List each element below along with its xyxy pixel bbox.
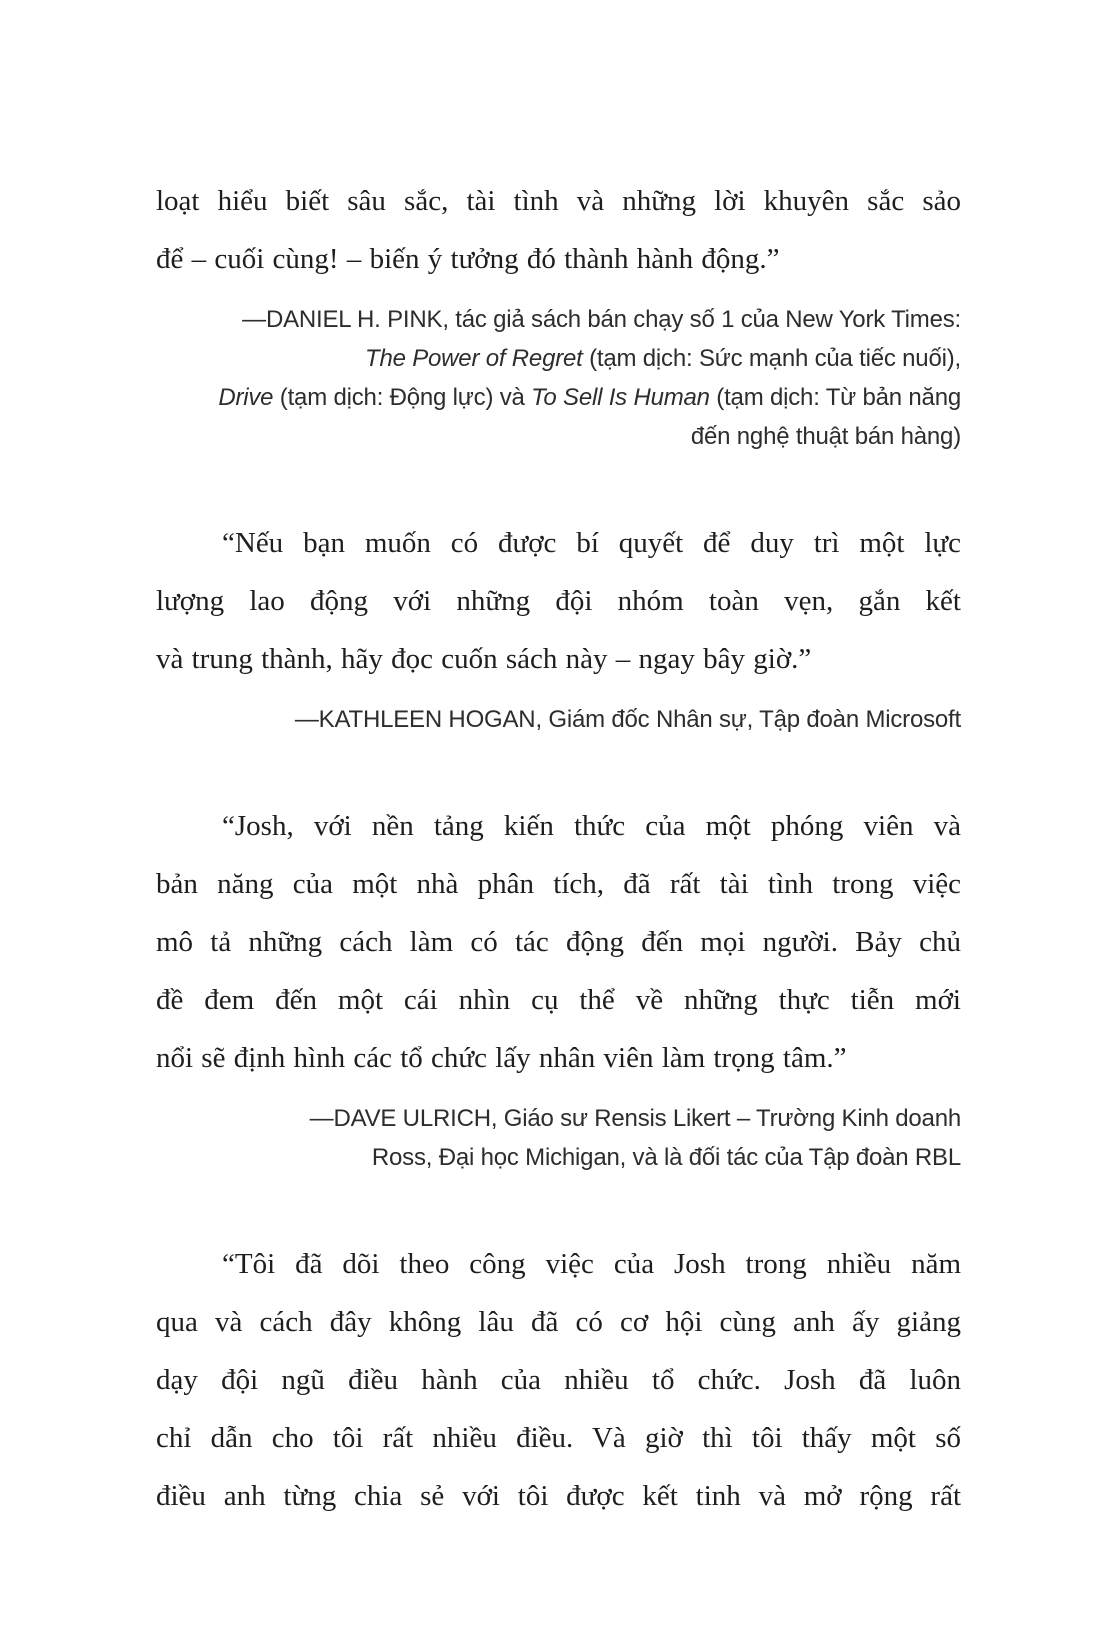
quote-line: chỉ dẫn cho tôi rất nhiều điều. Và giờ thì tôi thấy một số	[156, 1422, 961, 1454]
attribution-line: —KATHLEEN HOGAN, Giám đốc Nhân sự, Tập đoàn Microsoft	[294, 706, 961, 733]
quote-line: để – cuối cùng! – biến ý tưởng đó thành hành động.”	[156, 243, 780, 275]
attribution-kathleen-hogan	[156, 700, 961, 739]
quote-line: “Josh, với nền tảng kiến thức của một phóng viên và	[222, 810, 961, 842]
quote-line: qua và cách đây không lâu đã có cơ hội cùng anh ấy giảng	[156, 1306, 961, 1338]
attribution-line: The Power of Regret (tạm dịch: Sức mạnh của tiếc nuối),	[365, 345, 961, 372]
attribution-dave-ulrich	[156, 1099, 961, 1177]
endorsement-quote-ulrich	[156, 797, 961, 1087]
quote-line: “Nếu bạn muốn có được bí quyết để duy trì một lực	[222, 527, 961, 559]
quote-line: và trung thành, hãy đọc cuốn sách này – ngay bây giờ.”	[156, 643, 812, 675]
quote-line: lượng lao động với những đội nhóm toàn vẹn, gắn kết	[156, 585, 961, 617]
quote-line: điều anh từng chia sẻ với tôi được kết tinh và mở rộng rất	[156, 1480, 961, 1512]
quote-line: nổi sẽ định hình các tổ chức lấy nhân viên làm trọng tâm.”	[156, 1042, 847, 1074]
quote-line: dạy đội ngũ điều hành của nhiều tổ chức. Josh đã luôn	[156, 1364, 961, 1396]
endorsement-quote-hogan	[156, 514, 961, 688]
endorsement-quote-continued	[156, 1235, 961, 1525]
quote-line: loạt hiểu biết sâu sắc, tài tình và những lời khuyên sắc sảo	[156, 185, 961, 217]
endorsement-quote-pink	[156, 172, 961, 288]
attribution-line: Drive (tạm dịch: Động lực) và To Sell Is Human (tạm dịch: Từ bản năng	[218, 384, 961, 411]
attribution-line: —DANIEL H. PINK, tác giả sách bán chạy số 1 của New York Times:	[242, 306, 961, 333]
quote-line: đề đem đến một cái nhìn cụ thể về những thực tiễn mới	[156, 984, 961, 1016]
quote-line: mô tả những cách làm có tác động đến mọi người. Bảy chủ	[156, 926, 961, 958]
quote-line: bản năng của một nhà phân tích, đã rất tài tình trong việc	[156, 868, 961, 900]
attribution-line: đến nghệ thuật bán hàng)	[690, 423, 961, 450]
quote-line: “Tôi đã dõi theo công việc của Josh trong nhiều năm	[222, 1248, 961, 1280]
attribution-daniel-pink	[156, 300, 961, 456]
attribution-line: —DAVE ULRICH, Giáo sư Rensis Likert – Trường Kinh doanh	[309, 1105, 961, 1132]
attribution-line: Ross, Đại học Michigan, và là đối tác của Tập đoàn RBL	[371, 1144, 961, 1171]
